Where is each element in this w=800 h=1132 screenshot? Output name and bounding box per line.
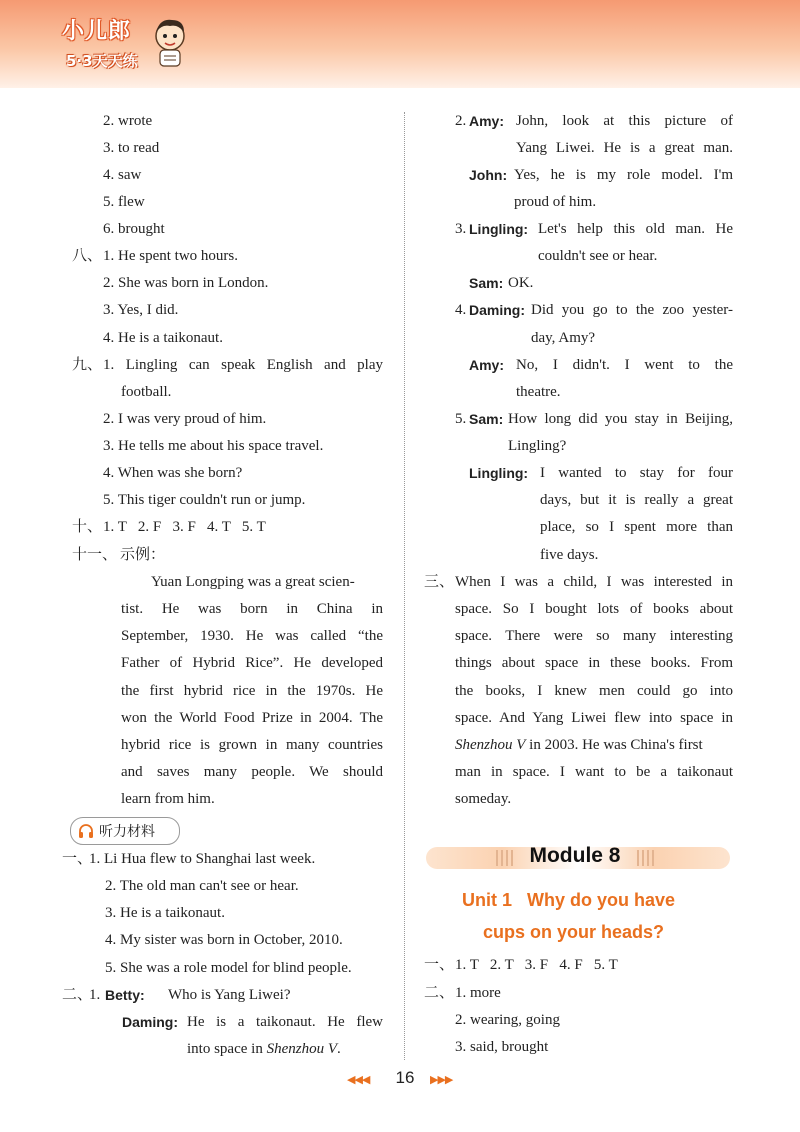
l1-item-3: 3. He is a taikonaut.: [105, 905, 225, 921]
d5-speaker-lingling: Lingling:: [469, 465, 529, 481]
d2-speaker-john: John:: [469, 167, 508, 183]
d4-text-2b: theatre.: [516, 384, 561, 400]
d5-num: 5.: [455, 411, 467, 427]
module-title: Module 8: [529, 844, 621, 867]
d3-text-1b: couldn't see or hear.: [538, 248, 658, 264]
q8-label: 八、: [72, 248, 103, 264]
d4-speaker-daming: Daming:: [469, 302, 525, 318]
d5-text-2d: five days.: [540, 547, 599, 563]
q9-item-1: 1. Lingling can speak English and play: [103, 357, 383, 373]
stripes-left-icon: [494, 848, 514, 868]
essay-line-9: learn from him.: [121, 791, 215, 807]
q3-line-5: the books, I knew men could go into: [455, 683, 733, 699]
q9-item-1-cont: football.: [121, 384, 172, 400]
q3-line-6: space. And Yang Liwei flew into space in: [455, 710, 733, 726]
d2-text-2a: Yes, he is my role model. I'm: [514, 167, 733, 183]
a2-label: 二、: [424, 985, 455, 1001]
a2-item-2: 2. wearing, going: [455, 1012, 560, 1028]
q9-item-3: 3. He tells me about his space travel.: [103, 438, 324, 454]
d3-text-1a: Let's help this old man. He: [538, 221, 733, 237]
d5-text-2b: days, but it is really a great: [540, 492, 733, 508]
q9-item-4: 4. When was she born?: [103, 465, 243, 481]
essay-line-2: tist. He was born in China in: [121, 601, 383, 617]
d2-text-1b: Yang Liwei. He is a great man.: [516, 140, 733, 156]
l2-num: 1.: [89, 987, 101, 1003]
d4-speaker-amy: Amy:: [469, 357, 505, 373]
q3-line-1: When I was a child, I was interested in: [455, 574, 733, 590]
l1-item-1: 1. Li Hua flew to Shanghai last week.: [89, 851, 316, 867]
l2-text-1: Who is Yang Liwei?: [168, 987, 291, 1003]
q3-line-9: someday.: [455, 791, 512, 807]
q8-item-3: 3. Yes, I did.: [103, 302, 179, 318]
d4-num: 4.: [455, 302, 467, 318]
q11-label: 十一、: [72, 547, 118, 563]
unit-title-line-2: cups on your heads?: [483, 922, 665, 942]
q3-line-3: space. There were so many interesting: [455, 628, 733, 644]
l2-text-3: [187, 1039, 341, 1059]
page-number: 16: [395, 1068, 415, 1087]
listening-badge: [70, 817, 180, 845]
q8-item-4: 4. He is a taikonaut.: [103, 330, 223, 346]
l1-item-2: 2. The old man can't see or hear.: [105, 878, 299, 894]
l2-speaker-betty: Betty:: [105, 987, 145, 1003]
q7-item-2: 2. wrote: [103, 113, 153, 129]
q7-item-5: 5. flew: [103, 194, 145, 210]
q7-item-6: 6. brought: [103, 221, 165, 237]
a1-answers: 1. T 2. T 3. F 4. F 5. T: [455, 957, 618, 973]
d5-text-1a: How long did you stay in Beijing,: [508, 411, 733, 427]
q3-line-4: things about space in these books. From: [455, 655, 733, 671]
q3-label: 三、: [424, 574, 455, 590]
mascot-icon: [150, 16, 190, 68]
essay-line-7: hybrid rice is grown in many countries: [121, 737, 383, 753]
stripes-right-icon: [636, 848, 656, 868]
l1-label: 一、: [62, 851, 93, 867]
next-arrows-icon: ▶▶▶: [430, 1074, 453, 1086]
l2-label: 二、: [62, 987, 93, 1003]
q3-line-2: space. So I bought lots of books about: [455, 601, 733, 617]
essay-line-1: Yuan Longping was a great scien-: [151, 574, 355, 590]
q8-item-1: 1. He spent two hours.: [103, 248, 238, 264]
d4-text-1a: Did you go to the zoo yester-: [531, 302, 733, 318]
essay-line-8: and saves many people. We should: [121, 764, 383, 780]
d5-text-2c: place, so I spent more than: [540, 519, 733, 535]
q10-label: 十、: [72, 519, 103, 535]
essay-line-4: Father of Hybrid Rice”. He developed: [121, 655, 383, 671]
d4-text-2a: No, I didn't. I went to the: [516, 357, 733, 373]
q11-example: 示例：: [120, 547, 166, 563]
l1-item-4: 4. My sister was born in October, 2010.: [105, 932, 343, 948]
headphones-icon: [77, 822, 95, 840]
unit-title-line-1: Unit 1 Why do you have: [462, 890, 676, 910]
q9-item-5: 5. This tiger couldn't run or jump.: [103, 492, 306, 508]
d2-num: 2.: [455, 113, 467, 129]
logo-subtitle: 5·3天天练: [66, 52, 138, 70]
l2-text-3-pre: into space in: [187, 1041, 267, 1057]
q10-answers: 1. T 2. F 3. F 4. T 5. T: [103, 519, 266, 535]
l2-speaker-daming: Daming:: [122, 1014, 178, 1030]
q9-label: 九、: [72, 357, 103, 373]
l2-text-3-post: .: [337, 1041, 341, 1057]
essay-line-5: the first hybrid rice in the 1970s. He: [121, 683, 383, 699]
q3-line-7-italic: Shenzhou V: [455, 737, 526, 753]
logo-title: 小儿郎: [62, 19, 132, 44]
q7-item-4: 4. saw: [103, 167, 142, 183]
q9-item-2: 2. I was very proud of him.: [103, 411, 267, 427]
a2-item-1: 1. more: [455, 985, 501, 1001]
q7-item-3: 3. to read: [103, 140, 160, 156]
d3-text-2: OK.: [508, 275, 534, 291]
column-divider: [404, 112, 405, 1060]
d2-text-2b: proud of him.: [514, 194, 597, 210]
d2-text-1a: John, look at this picture of: [516, 113, 733, 129]
d5-speaker-sam: Sam:: [469, 411, 504, 427]
d2-speaker-amy: Amy:: [469, 113, 505, 129]
l2-text-2: He is a taikonaut. He flew: [187, 1014, 383, 1030]
q3-line-7-post: in 2003. He was China's first: [525, 737, 703, 753]
q8-item-2: 2. She was born in London.: [103, 275, 269, 291]
d4-text-1b: day, Amy?: [531, 330, 596, 346]
prev-arrows-icon: ◀◀◀: [347, 1074, 370, 1086]
d3-speaker-lingling: Lingling:: [469, 221, 529, 237]
a1-label: 一、: [424, 957, 455, 973]
essay-line-3: September, 1930. He was called “the: [121, 628, 383, 644]
d3-speaker-sam: Sam:: [469, 275, 504, 291]
d5-text-2a: I wanted to stay for four: [540, 465, 733, 481]
a2-item-3: 3. said, brought: [455, 1039, 549, 1055]
listening-badge-label: 听力材料: [99, 824, 155, 840]
d5-text-1b: Lingling?: [508, 438, 567, 454]
l2-text-3-italic: Shenzhou V: [266, 1041, 337, 1057]
q3-line-7: [455, 735, 703, 755]
q3-line-8: man in space. I want to be a taikonaut: [455, 764, 733, 780]
l1-item-5: 5. She was a role model for blind people.: [105, 960, 352, 976]
essay-line-6: won the World Food Prize in 2004. The: [121, 710, 383, 726]
d3-num: 3.: [455, 221, 467, 237]
